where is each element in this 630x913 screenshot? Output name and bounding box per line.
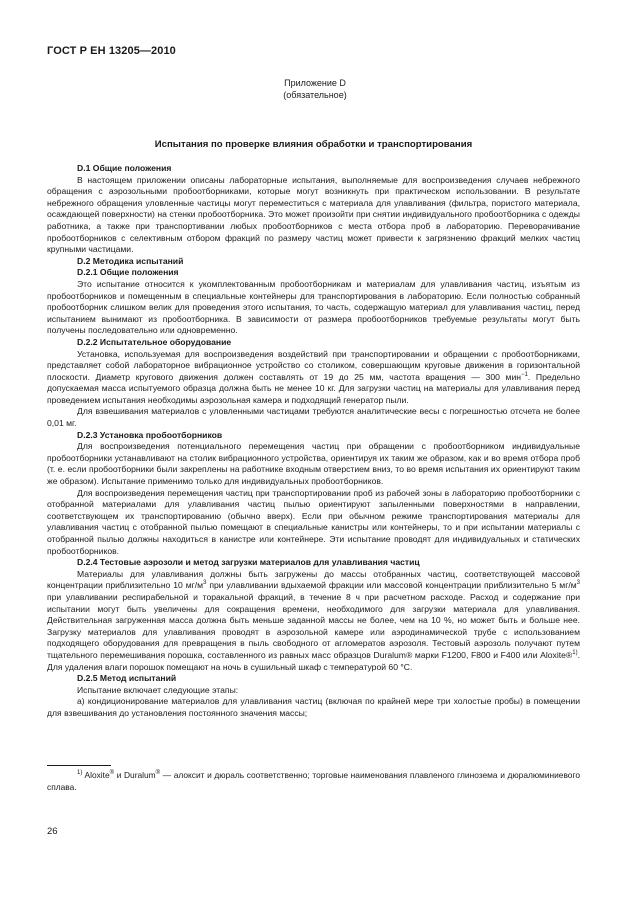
section-heading: D.2.1 Общие положения [77,267,179,278]
paragraph: Для воспроизведения потенциального перемещения частиц при обращении с пробоотборником индивидуальные пробоотборники устанавливают на столик вибрационного устройства, ориентируя их таким же образом, как и во время отбора проб (т. е. если пробоотборники были закреплены на работнике входным отверстием вниз, то во время испытания их ориентируют таким же образом). Испытание применимо только для индивидуальных пробоотборников. [47,441,580,487]
footnote-divider [47,765,111,766]
footnote [47,770,580,793]
paragraph: Испытание включает следующие этапы: [77,684,239,695]
footnote-text: Alоxite® и Duralum® — алоксит и дюраль соответственно; торговые наименования плавленого глинозема и дюралюминиевого сплава. [47,770,580,792]
paragraph: В настоящем приложении описаны лабораторные испытания, выполняемые для воспроизведения случаев небрежного обращения с аэрозольными пробоотборниками, которые могут возникнуть при практическом использовании. В результате небрежного обращения уловленные частицы могут переместиться с материала для улавливания (фильтра, пористого материала, осаждающей поверхности) на стенки пробоотборника. Это может произойти при снятии индивидуального пробоотборника с одежды работника, а также при транспортивании любых пробоотборников с места отбора проб в лабораторию. Переворачивание пробоотборников с селективным отбором фракций по размеру частиц может привести к загрязнению фракций мелких частиц крупными частицами. [47,174,580,255]
paragraph: Установка, используемая для воспроизведения воздействий при транспортировании и обращении с пробоотборниками, представляет собой лабораторное вибрационное устройство со столиком, совершающим круговые движения в горизонтальной плоскости. Диаметр кругового движения должен составлять от 19 до 25 мм, частота вращения — 300 мин$^{-1}$. Предельно допускаемая масса испытуемого образца должна быть не менее 10 кг. Для загрузки частиц на материалы для улавливания перед проведением испытания необходимы аэрозольная камера и подходящий генератор пыли. [47,348,580,405]
section-heading: D.2.3 Установка пробоотборников [77,429,223,440]
page-number: 26 [47,826,58,837]
paragraph: Для взвешивания материалов с уловленными частицами требуются аналитические весы с погрешностью отсчета не более 0,01 мг. [47,406,580,429]
section-heading: D.2 Методика испытаний [77,255,184,266]
paragraph: а) кондиционирование материалов для улавливания частиц (включая по крайней мере три холостые пробы) в помещении для взвешивания до установления постоянного значения массы; [47,696,580,718]
appendix-title: Приложение D [284,78,346,88]
appendix-subtitle: (обязательное) [283,90,347,100]
paragraph: Это испытание относится к укомплектованным пробоотборникам и материалам для улавливания частиц, изъятым из пробоотборников и помещенным в специальные контейнеры для транспортирования в лабораторию. Если полностью собранный пробоотборник слишком велик для проведения этого испытания, то часть, содержащую материал для улавливания частиц, перед испытанием вынимают из пробоотборника. В зависимости от размера пробоотборников требуемые результаты могут быть получены последовательно или одновременно. [47,278,580,336]
section-title: Испытания по проверке влияния обработки и транспортирования [154,139,473,150]
standard-code: ГОСТ Р ЕН 13205—2010 [47,45,176,57]
section-heading: D.2.4 Тестовые аэрозоли и метод загрузки материалов для улавливания частиц [77,557,420,568]
section-heading: D.1 Общие положения [77,163,172,173]
section-heading: D.2.2 Испытательное оборудование [77,336,232,347]
section-heading: D.2.5 Метод испытаний [77,673,177,684]
paragraph: Для воспроизведения перемещения частиц при транспортировании проб из рабочей зоны в лабораторию пробоотборники с отобранной материалами для улавливания частиц пылью ориентируют запыленными поверхностями в направлении, соответствующем их транспортированию (обычно вверх). Если при обычном режиме транспортирования материалы для улавливания частиц с отобранной пылью помещают в специальные канистры или контейнеры, то и при испытании материалы с отобранной пылью должны находиться в канистре или контейнере. Эти испытание проводят для индивидуальных и статических пробоотборников. [47,487,580,556]
paragraph: Материалы для улавливания должны быть загружены до массы отобранных частиц, соответствующей массовой концентрации приблизительно 10 $мг/м^3$ при улавливании вдыхаемой фракции или массовой концентрации приблизительно 5 $мг/м^3$ при улавливании респирабельной и торакальной фракций, в течение 8 ч при расчетном расходе. Расход и содержание при испытании могут быть увеличены для сокращения времени, необходимого для загрузки материала для улавливания. Действительная загруженная масса должна быть меньше заданной массы не более, чем на 10 %, но может быть и больше нее. Загрузку материалов для улавливания проводят в аэрозольной камере или аэродинамической трубе с использованием подходящего оборудования для превращения в пыль свободного от агломератов аэрозоля. Тестовый аэрозоль получают путем тщательного перемешивания порошка, составленного из равных масс образцов Duralum® марки F1200, F800 и F400 или Aloxite®$^{1)}$. Для удаления влаги порошок помещают на ночь в сушильный шкаф с температурой 60 °C. [47,568,580,672]
footnote-marker: 1) [77,770,83,777]
document-body [47,163,580,720]
